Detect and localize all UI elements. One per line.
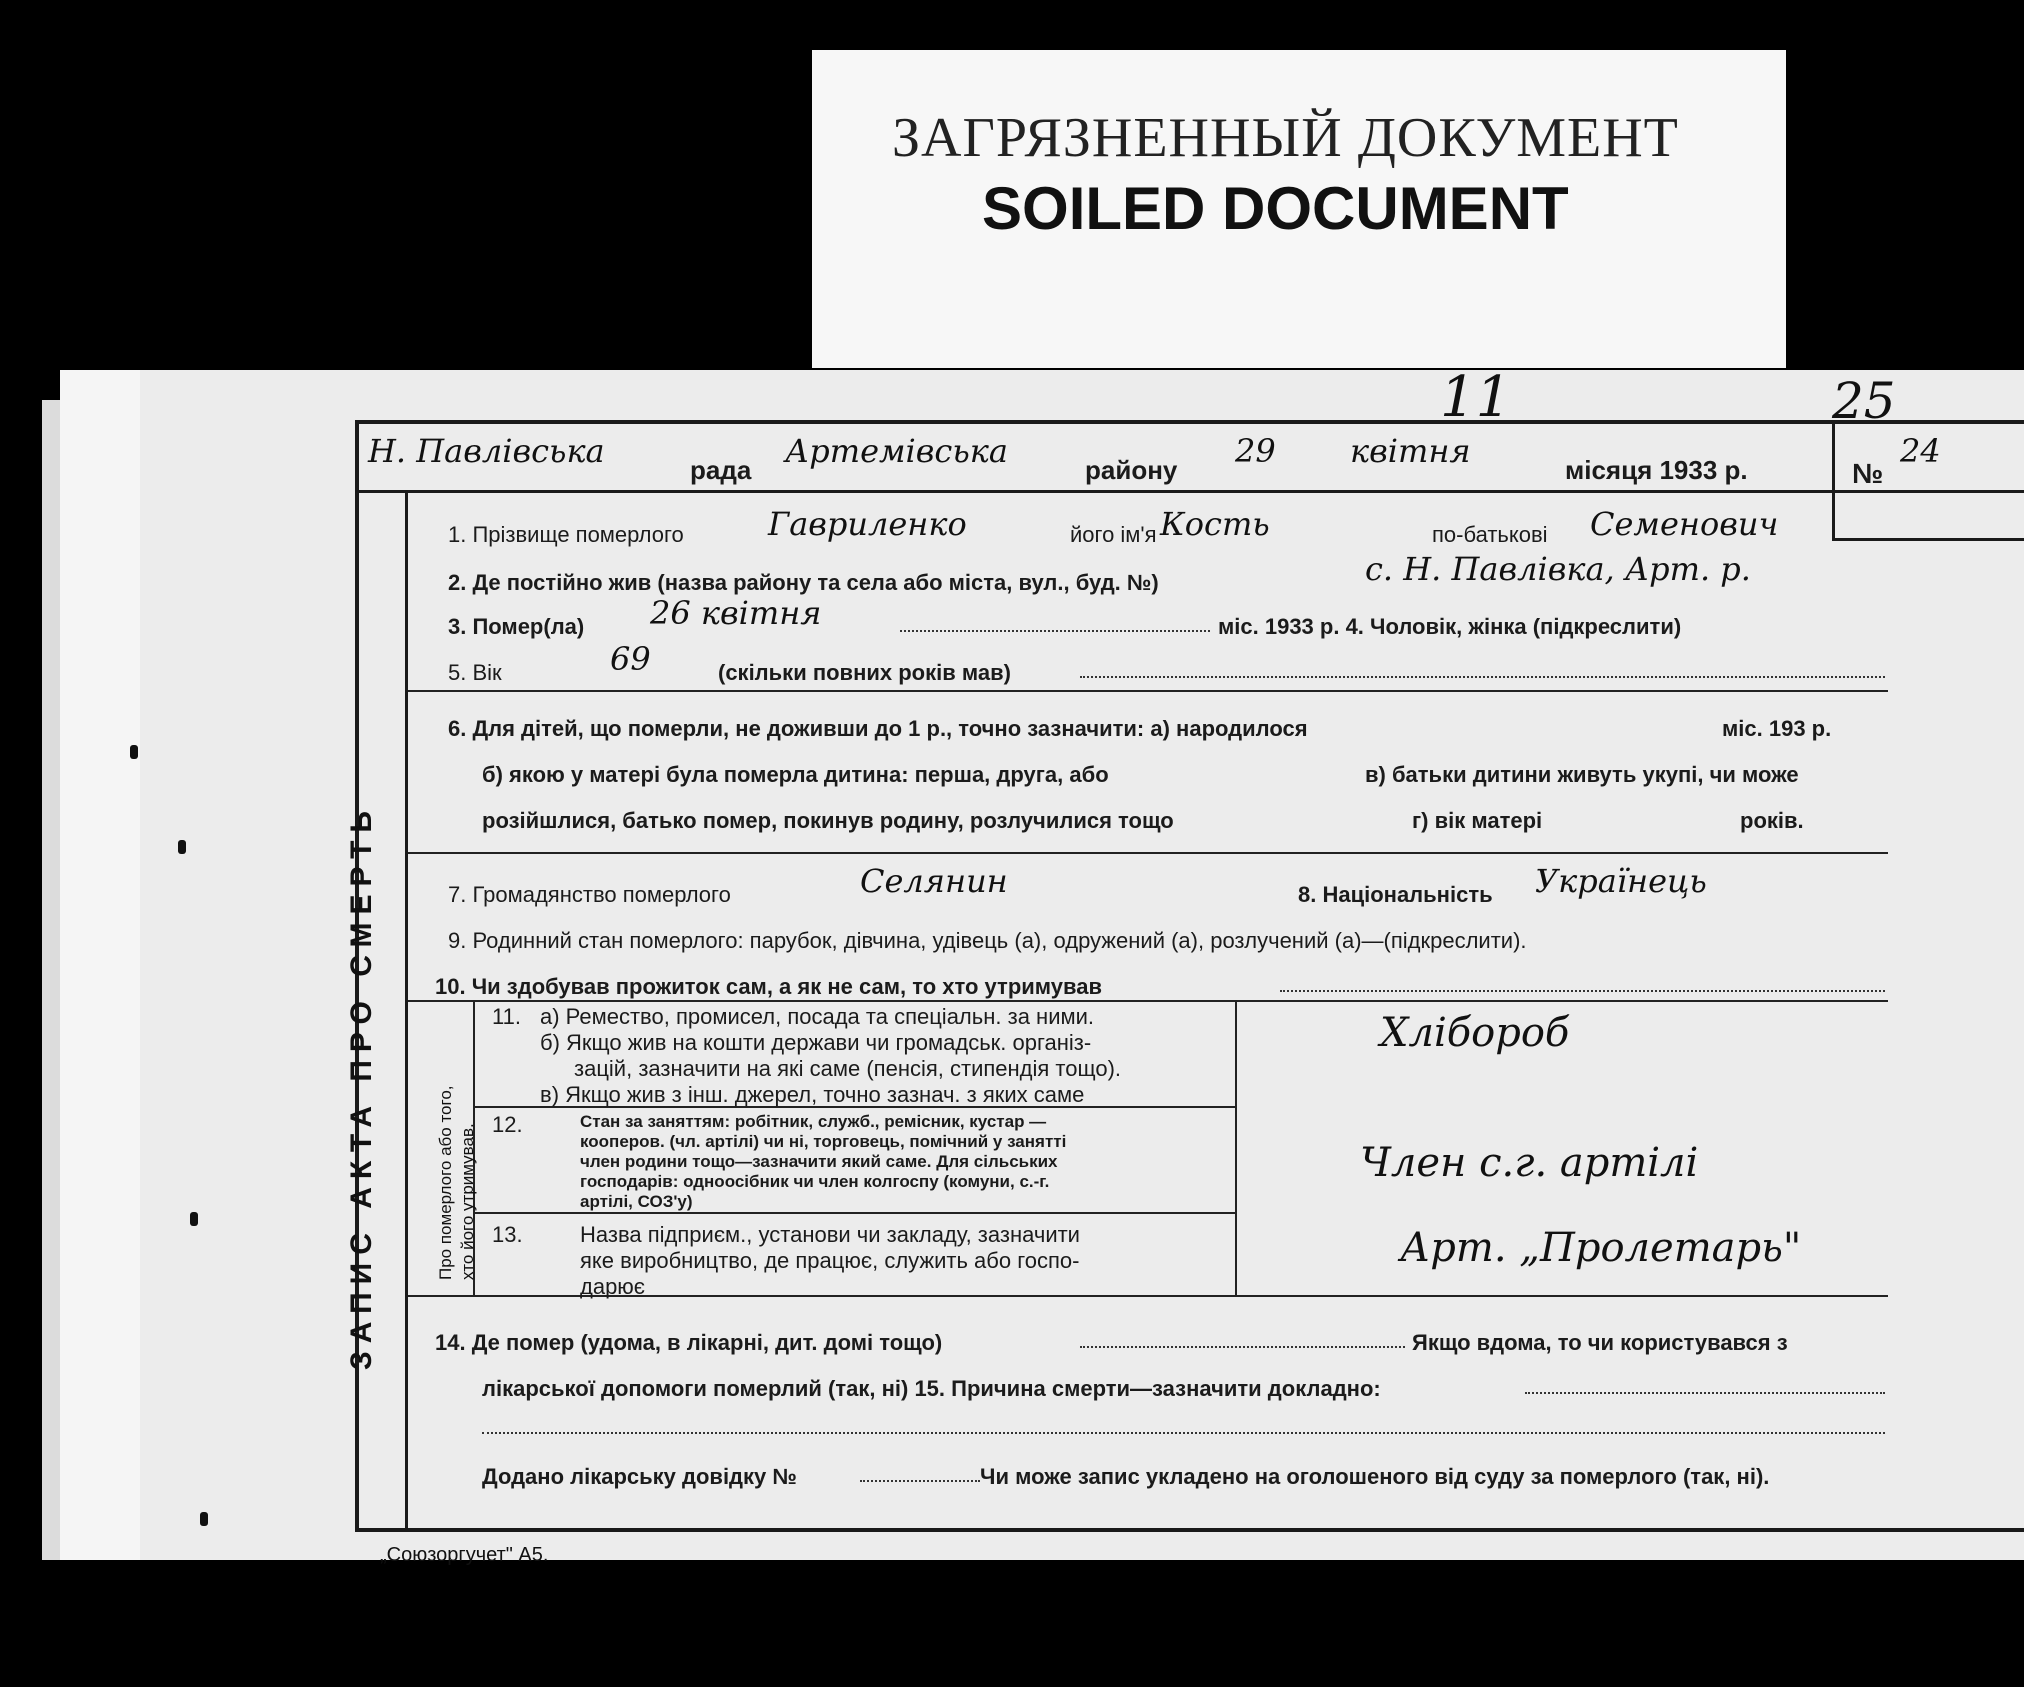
l12-5: артілі, СОЗ'у)	[580, 1192, 693, 1211]
l11-b: б) Якщо жив на кошти держави чи громадськ. організ-	[540, 1030, 1092, 1055]
punch-hole	[178, 840, 186, 854]
punch-hole	[200, 1512, 208, 1526]
l13-2: яке виробництво, де працює, служить або госпо-	[580, 1248, 1080, 1273]
soiled-document-label	[812, 50, 1786, 368]
attached-certificate: Додано лікарську довідку №	[482, 1464, 797, 1489]
workplace-value: Арт. „Пролетарь"	[1400, 1225, 1802, 1271]
annotation-11: 11	[1440, 365, 1512, 430]
l1-label: 1. Прізвище померлого	[448, 522, 684, 547]
l13-num: 13.	[492, 1222, 523, 1247]
l14-b: лікарської допомоги померлий (так, ні) 15. Причина смерти—зазначити докладно:	[482, 1376, 1381, 1401]
number-label: №	[1852, 458, 1884, 489]
punch-hole	[130, 745, 138, 759]
sidebar-rule	[405, 490, 408, 1532]
raion-label: району	[1085, 455, 1178, 485]
l11-b2: зацій, зазначити на які саме (пенсія, стипендія тощо).	[574, 1056, 1122, 1081]
occupation-value: Хлібороб	[1380, 1010, 1570, 1056]
annotation-25: 25	[1832, 372, 1896, 430]
l6-d: розійшлися, батько помер, покинув родину, розлучилися тощо	[482, 808, 1174, 833]
l12-2: кооперов. (чл. артілі) чи ні, торговець, помічний у занятті	[580, 1132, 1067, 1151]
surname-value: Гавриленко	[768, 505, 967, 543]
patronymic-value: Семенович	[1590, 505, 1779, 543]
l2-label: 2. Де постійно жив (назва району та села або міста, вул., буд. №)	[448, 570, 1159, 595]
side-title: ЗАПИС АКТА ПРО СМЕРТЬ	[345, 803, 378, 1370]
side-sub: Про померлого або того, хто його утримував.	[436, 1085, 477, 1280]
rada-label: рада	[690, 455, 752, 485]
day-value: 29	[1235, 432, 1276, 470]
l12-3: член родини тощо—зазначити який саме. Для сільських	[580, 1152, 1058, 1171]
l12-4: господарів: одноосібник чи член колгоспу (комуни, с.-г.	[580, 1172, 1050, 1191]
l14-label: 14. Де помер (удома, в лікарні, дит. домі тощо)	[435, 1330, 943, 1355]
l7-label: 7. Громадянство померлого	[448, 882, 731, 907]
l10-label: 10. Чи здобував прожиток сам, а як не сам, то хто утримував	[435, 974, 1102, 999]
l1-name-label: його ім'я	[1070, 522, 1157, 547]
residence-value: с. Н. Павлівка, Арт. р.	[1365, 550, 1751, 588]
l12-num: 12.	[492, 1112, 523, 1137]
l9-label: 9. Родинний стан померлого: парубок, дівчина, удівець (а), одружений (а), розлучений (а)—(підкреслити).	[448, 928, 1527, 953]
l5-label: 5. Вік	[448, 660, 502, 685]
header-rule	[355, 490, 2024, 493]
l11-a: а) Ремество, промисел, посада та спеціальн. за ними.	[540, 1004, 1095, 1029]
l6-e: г) вік матері	[1412, 808, 1543, 833]
l1-patr-label: по-батькові	[1432, 522, 1548, 547]
publisher-footer: „Союзоргучет" А5.	[380, 1544, 549, 1566]
l11-num: 11.	[492, 1004, 521, 1029]
death-date-value: 26 квітня	[650, 594, 822, 632]
month-value: квітня	[1350, 432, 1471, 470]
status-value: Член с.г. артілі	[1360, 1140, 1699, 1186]
raion-value: Артемівська	[785, 432, 1008, 470]
l6-b: б) якою у матері була померла дитина: перша, друга, або	[482, 762, 1109, 787]
l3-label: 3. Помер(ла)	[448, 614, 585, 639]
l6-a-tail: міс. 193 р.	[1722, 716, 1832, 741]
citizenship-value: Селянин	[860, 862, 1008, 900]
label-english: SOILED DOCUMENT	[982, 175, 1569, 242]
l3-year: міс. 1933 р. 4. Чоловік, жінка (підкреслити)	[1218, 614, 1682, 639]
age-value: 69	[610, 640, 651, 678]
punch-hole	[190, 1212, 198, 1226]
l6-c: в) батьки дитини живуть укупі, чи може	[1365, 762, 1799, 787]
l13-3: дарює	[580, 1274, 646, 1299]
court-question: Чи може запис укладено на оголошеного від суду за померлого (так, ні).	[980, 1464, 1770, 1489]
l6-e-tail: років.	[1740, 808, 1804, 833]
month-label: місяця 1933 р.	[1565, 455, 1748, 485]
number-value: 24	[1900, 432, 1941, 470]
l14-tail: Якщо вдома, то чи користувався з	[1412, 1330, 1788, 1355]
name-value: Кость	[1160, 505, 1270, 543]
nationality-value: Українець	[1535, 862, 1707, 900]
l5-tail: (скільки повних років мав)	[718, 660, 1011, 685]
l13-1: Назва підприєм., установи чи закладу, зазначити	[580, 1222, 1080, 1247]
rada-value: Н. Павлівська	[368, 432, 605, 470]
label-russian: ЗАГРЯЗНЕННЫЙ ДОКУМЕНТ	[892, 107, 1679, 169]
l12-1: Стан за заняттям: робітник, служб., ремісник, кустар —	[580, 1112, 1047, 1131]
l11-c: в) Якщо жив з інш. джерел, точно зазнач. з яких саме	[540, 1082, 1085, 1107]
l8-label: 8. Національність	[1298, 882, 1493, 907]
l6-a: 6. Для дітей, що померли, не доживши до 1 р., точно зазначити: а) народилося	[448, 716, 1308, 741]
